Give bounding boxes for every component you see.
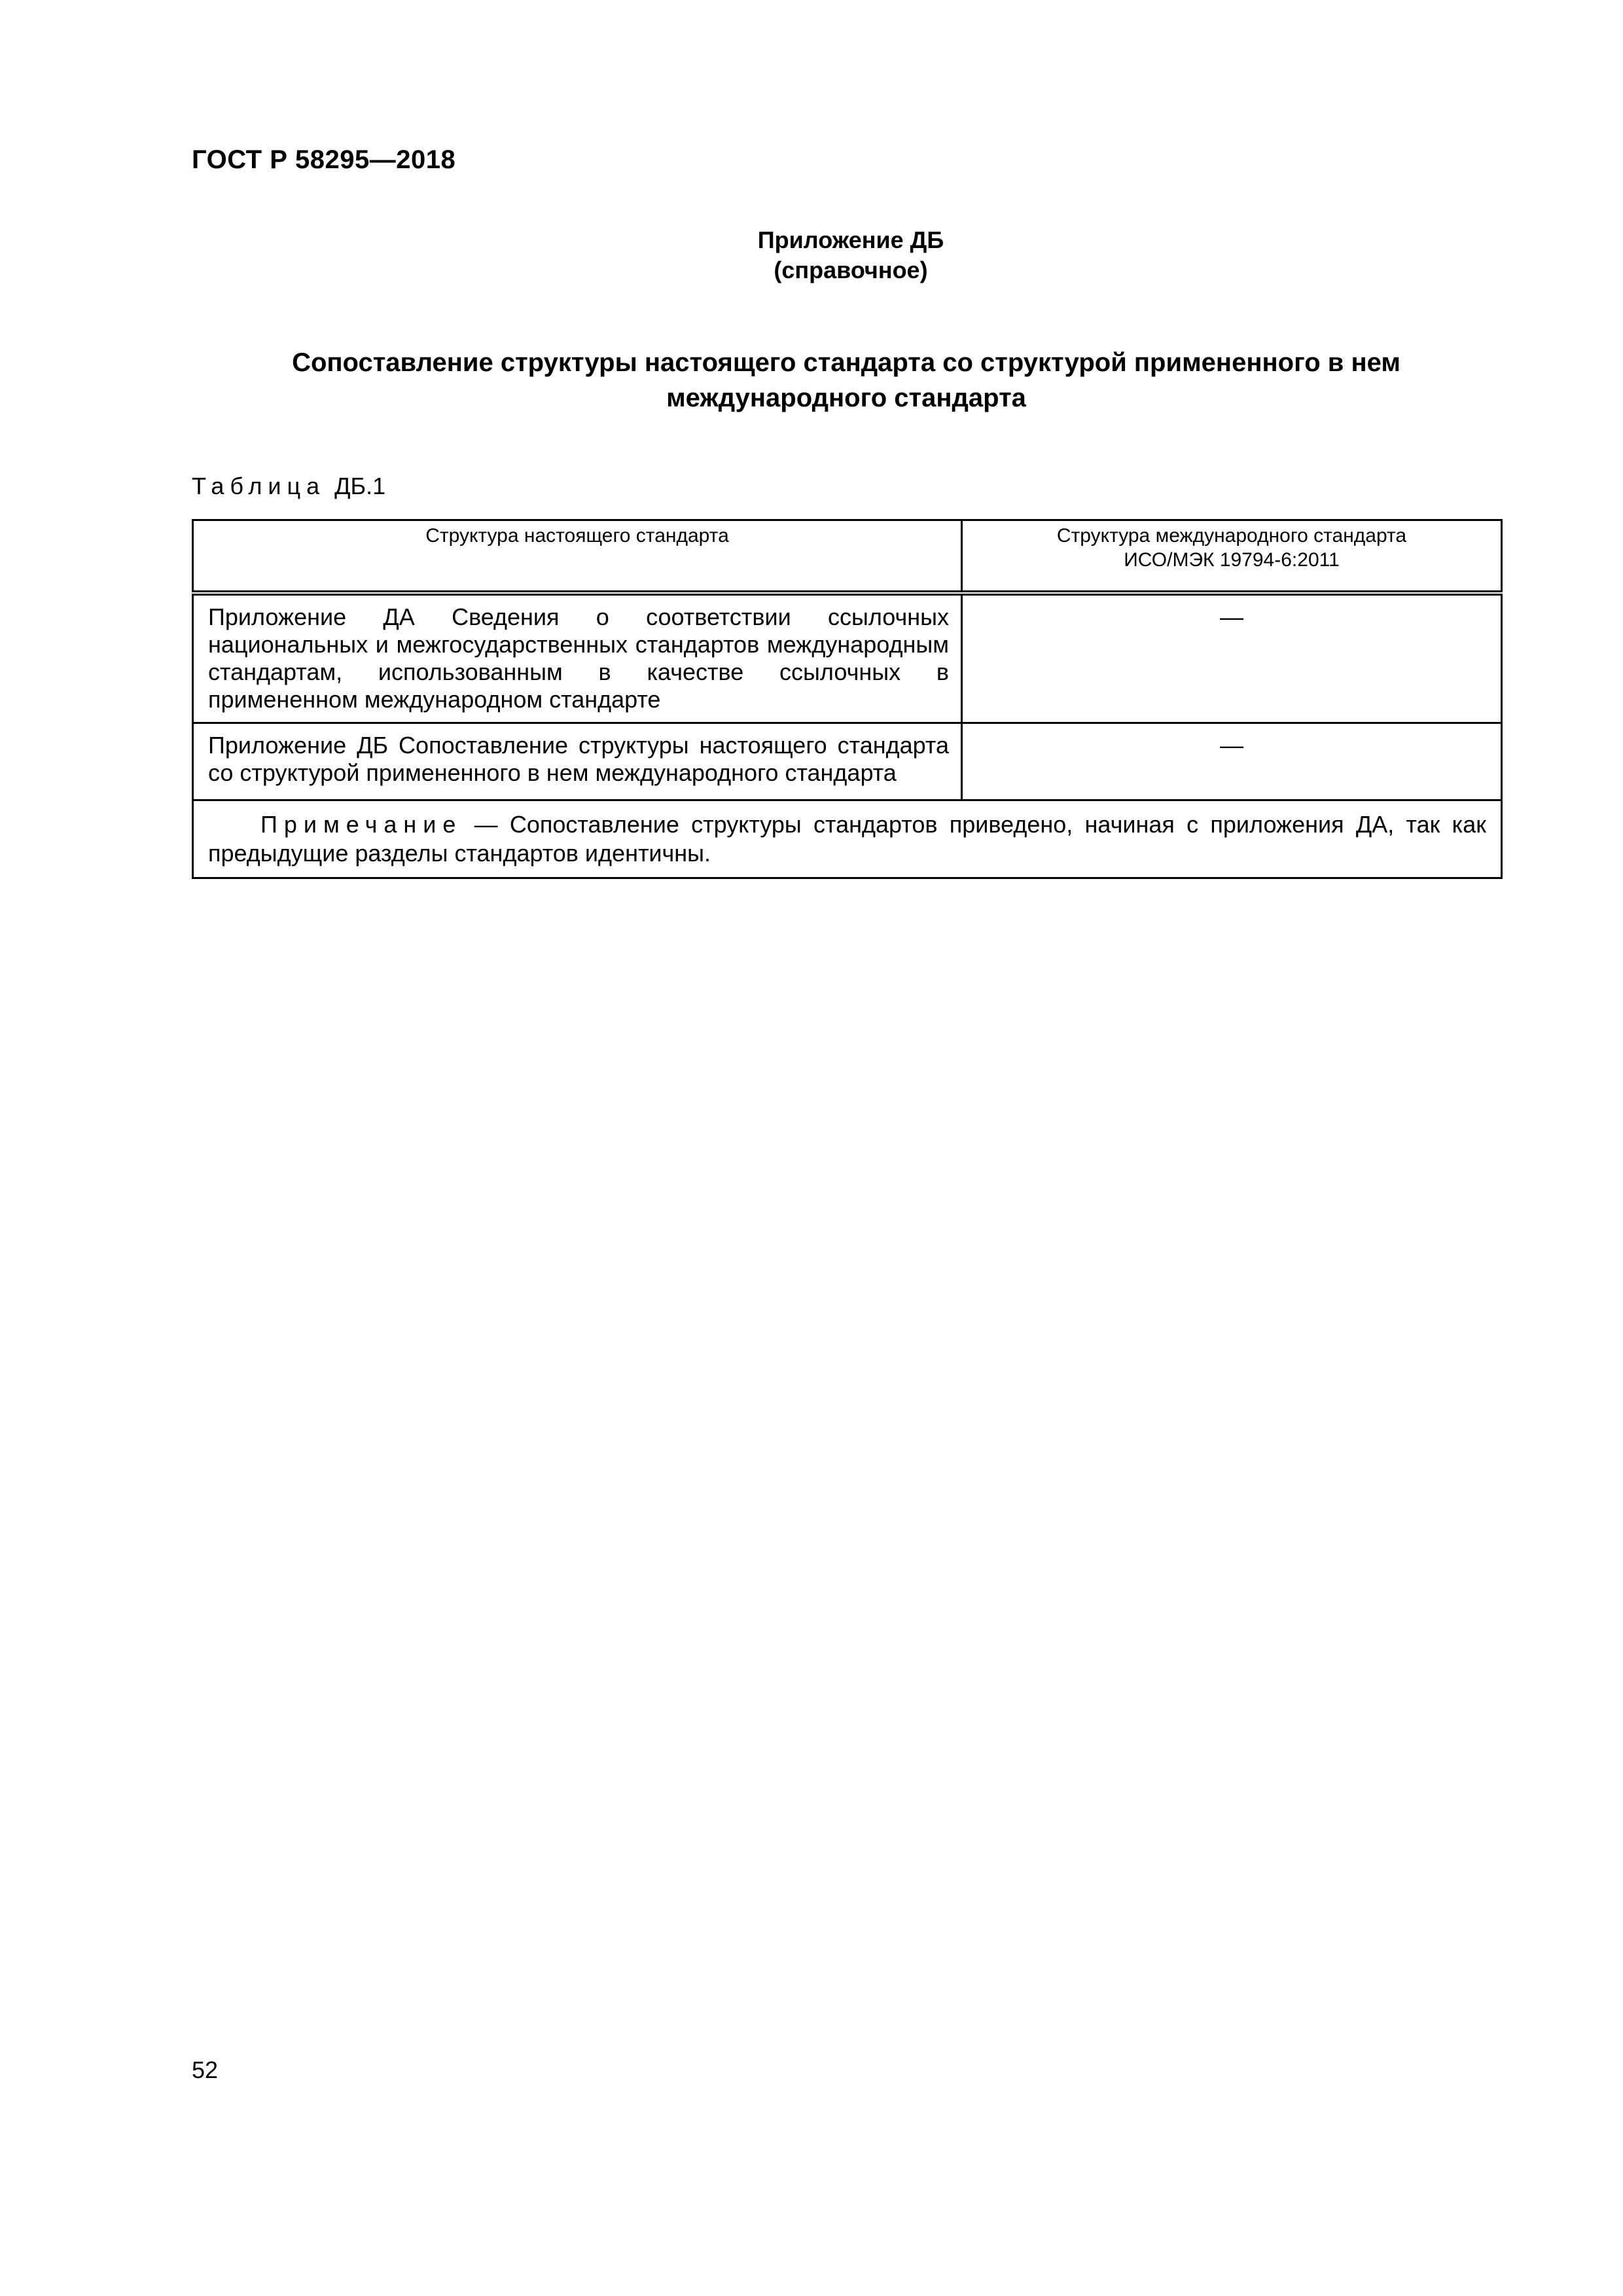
comparison-table	[192, 519, 1503, 879]
annex-type: (справочное)	[774, 257, 928, 283]
document-code: ГОСТ Р 58295—2018	[192, 145, 456, 174]
table-row	[193, 593, 1502, 723]
page-number: 52	[192, 2056, 219, 2083]
table-caption	[192, 473, 385, 500]
annex-label: Приложение ДБ	[757, 226, 944, 253]
header-international-line1: Структура международного стандарта	[1056, 525, 1407, 547]
row-international-structure: —	[962, 593, 1502, 723]
table-caption-label: Таблица	[192, 473, 326, 499]
annex-heading	[0, 225, 1623, 285]
header-international-line2: ИСО/МЭК 19794-6:2011	[1124, 549, 1340, 571]
table-note	[193, 800, 1502, 878]
row-current-structure: Приложение ДА Сведения о соответствии ссылочных национальных и межгосударственных стандартов международным стандартам, использованным в качестве ссылочных в примененном международном стандарте	[193, 593, 962, 723]
table-header-row	[193, 520, 1502, 594]
note-label: Примечание	[260, 810, 463, 838]
annex-title: Сопоставление структуры настоящего стандарта со структурой примененного в нем международного стандарта	[292, 348, 1400, 412]
row-international-structure: —	[962, 723, 1502, 800]
table-caption-number: ДБ.1	[334, 473, 386, 499]
note-text: — Сопоставление структуры стандартов приведено, начиная с приложения ДА, так как предыдущие разделы стандартов идентичны.	[208, 810, 1486, 867]
table-note-row	[193, 800, 1502, 878]
header-current-structure: Структура настоящего стандарта	[193, 520, 962, 594]
row-current-structure: Приложение ДБ Сопоставление структуры настоящего стандарта со структурой примененного в нем международного стандарта	[193, 723, 962, 800]
header-international-structure	[962, 520, 1502, 594]
table-row	[193, 723, 1502, 800]
